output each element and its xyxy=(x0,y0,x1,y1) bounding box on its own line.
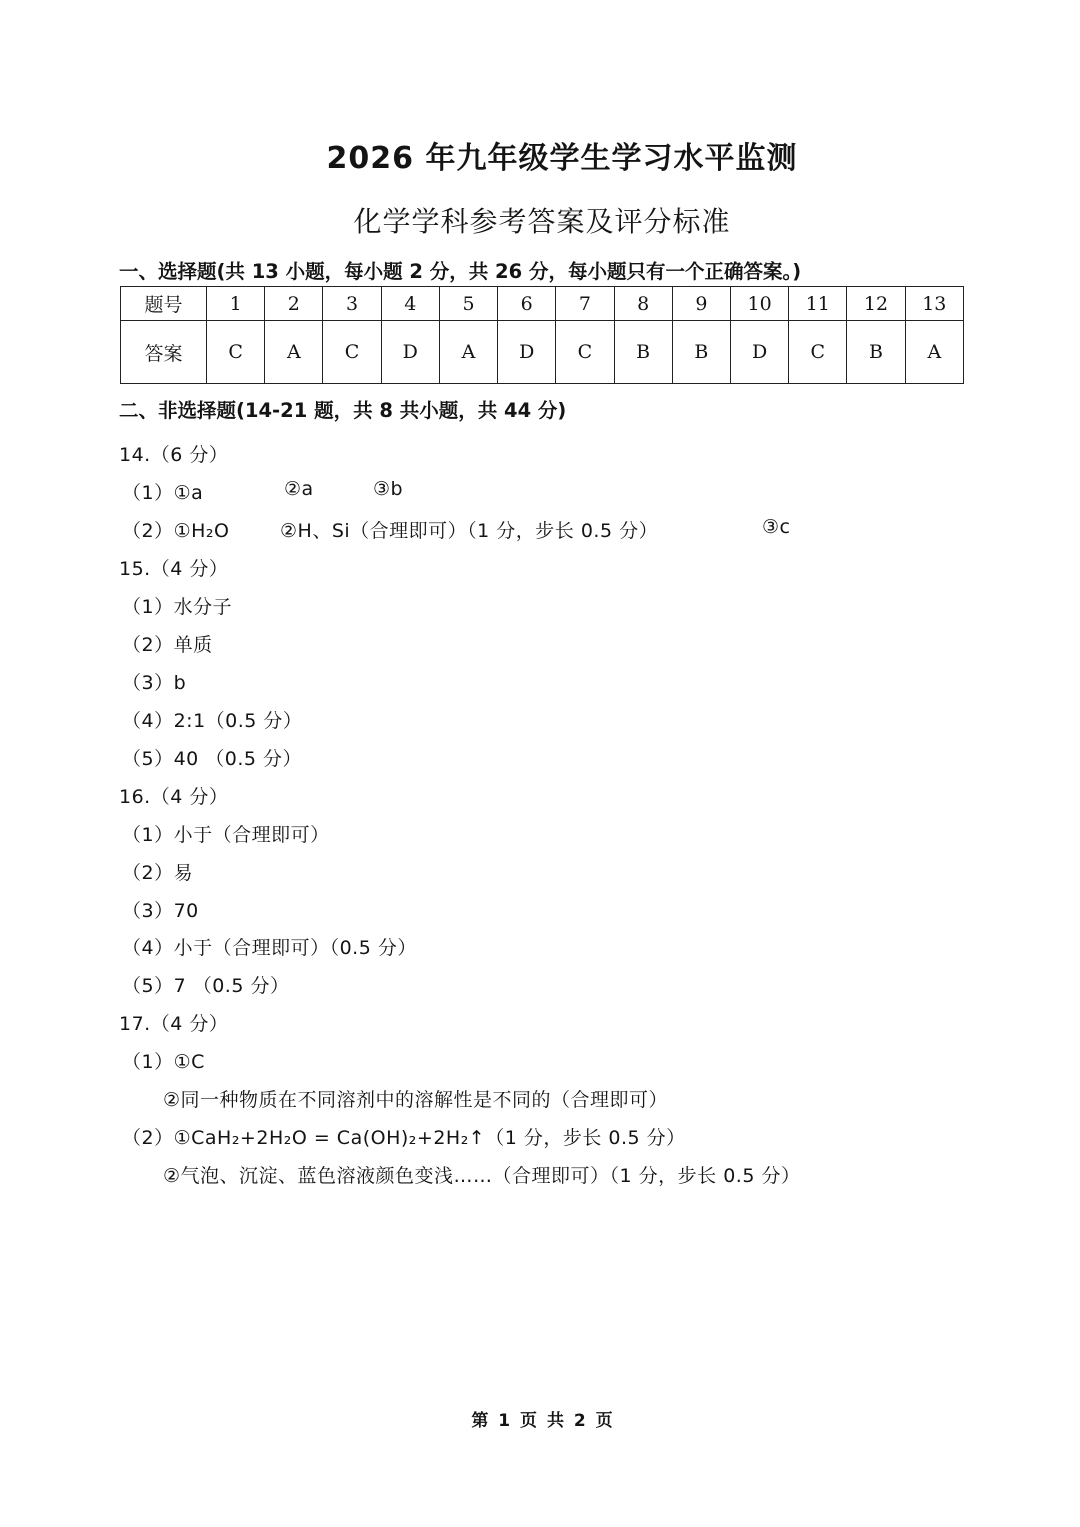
q14-part1 xyxy=(122,478,1022,504)
question-number: 10 xyxy=(730,287,788,321)
q17-part1: （1）①C xyxy=(122,1051,205,1073)
question-number: 6 xyxy=(498,287,556,321)
answer-cell: A xyxy=(905,321,963,384)
q15-part3: （3）b xyxy=(122,672,187,694)
q15-title: 15.（4 分） xyxy=(119,558,229,580)
question-number: 13 xyxy=(905,287,963,321)
q15-part2: （2）单质 xyxy=(122,634,213,656)
answer-cell: C xyxy=(556,321,614,384)
q14-part2-a: （2）①H₂O xyxy=(122,520,230,542)
q17-part1-b: ②同一种物质在不同溶剂中的溶解性是不同的（合理即可） xyxy=(163,1089,669,1111)
q16-part5: （5）7 （0.5 分） xyxy=(122,975,290,997)
answer-cell: B xyxy=(847,321,905,384)
answer-cell: D xyxy=(730,321,788,384)
question-number: 4 xyxy=(381,287,439,321)
q14-part1-b: ②a xyxy=(284,478,314,500)
page-subtitle: 化学学科参考答案及评分标准 xyxy=(353,205,731,238)
q14-part2 xyxy=(122,516,1022,542)
q17-part2: （2）①CaH₂+2H₂O = Ca(OH)₂+2H₂↑（1 分，步长 0.5 分） xyxy=(122,1127,686,1149)
answer-cell: D xyxy=(498,321,556,384)
question-number: 9 xyxy=(672,287,730,321)
q14-part2-c: ③c xyxy=(762,516,791,538)
answer-cell: A xyxy=(265,321,323,384)
q14-part2-b: ②H、Si（合理即可）（1 分，步长 0.5 分） xyxy=(280,520,659,542)
question-number: 12 xyxy=(847,287,905,321)
row-label-question: 题号 xyxy=(121,287,207,321)
page-footer: 第 1 页 共 2 页 xyxy=(471,1411,613,1431)
q14-part1-c: ③b xyxy=(373,478,404,500)
answer-table xyxy=(120,286,964,384)
page-title: 2026 年九年级学生学习水平监测 xyxy=(326,141,798,176)
q16-part1: （1）小于（合理即可） xyxy=(122,824,330,846)
q17-title: 17.（4 分） xyxy=(119,1013,229,1035)
answer-cell: C xyxy=(207,321,265,384)
q16-title: 16.（4 分） xyxy=(119,786,229,808)
section2-heading: 二、非选择题(14-21 题，共 8 共小题，共 44 分) xyxy=(119,399,567,422)
q14-title: 14.（6 分） xyxy=(119,444,229,466)
answer-cell: B xyxy=(614,321,672,384)
q14-part1-a: （1）①a xyxy=(122,482,204,504)
q15-part5: （5）40 （0.5 分） xyxy=(122,748,303,770)
answer-cell: C xyxy=(323,321,381,384)
question-number: 11 xyxy=(789,287,847,321)
q15-part4: （4）2:1（0.5 分） xyxy=(122,710,303,732)
q16-part3: （3）70 xyxy=(122,900,199,922)
answer-cell: C xyxy=(789,321,847,384)
question-number: 3 xyxy=(323,287,381,321)
question-number-row xyxy=(121,287,964,321)
answer-row xyxy=(121,321,964,384)
answer-cell: D xyxy=(381,321,439,384)
question-number: 8 xyxy=(614,287,672,321)
question-number: 2 xyxy=(265,287,323,321)
q15-part1: （1）水分子 xyxy=(122,596,233,618)
q16-part4: （4）小于（合理即可）（0.5 分） xyxy=(122,937,417,959)
answer-cell: A xyxy=(439,321,497,384)
q17-part2-b: ②气泡、沉淀、蓝色溶液颜色变浅……（合理即可）（1 分，步长 0.5 分） xyxy=(163,1165,801,1187)
question-number: 1 xyxy=(207,287,265,321)
answer-cell: B xyxy=(672,321,730,384)
question-number: 7 xyxy=(556,287,614,321)
row-label-answer: 答案 xyxy=(121,321,207,384)
q16-part2: （2）易 xyxy=(122,862,194,884)
question-number: 5 xyxy=(439,287,497,321)
section1-heading: 一、选择题(共 13 小题，每小题 2 分，共 26 分，每小题只有一个正确答案。) xyxy=(119,260,802,283)
